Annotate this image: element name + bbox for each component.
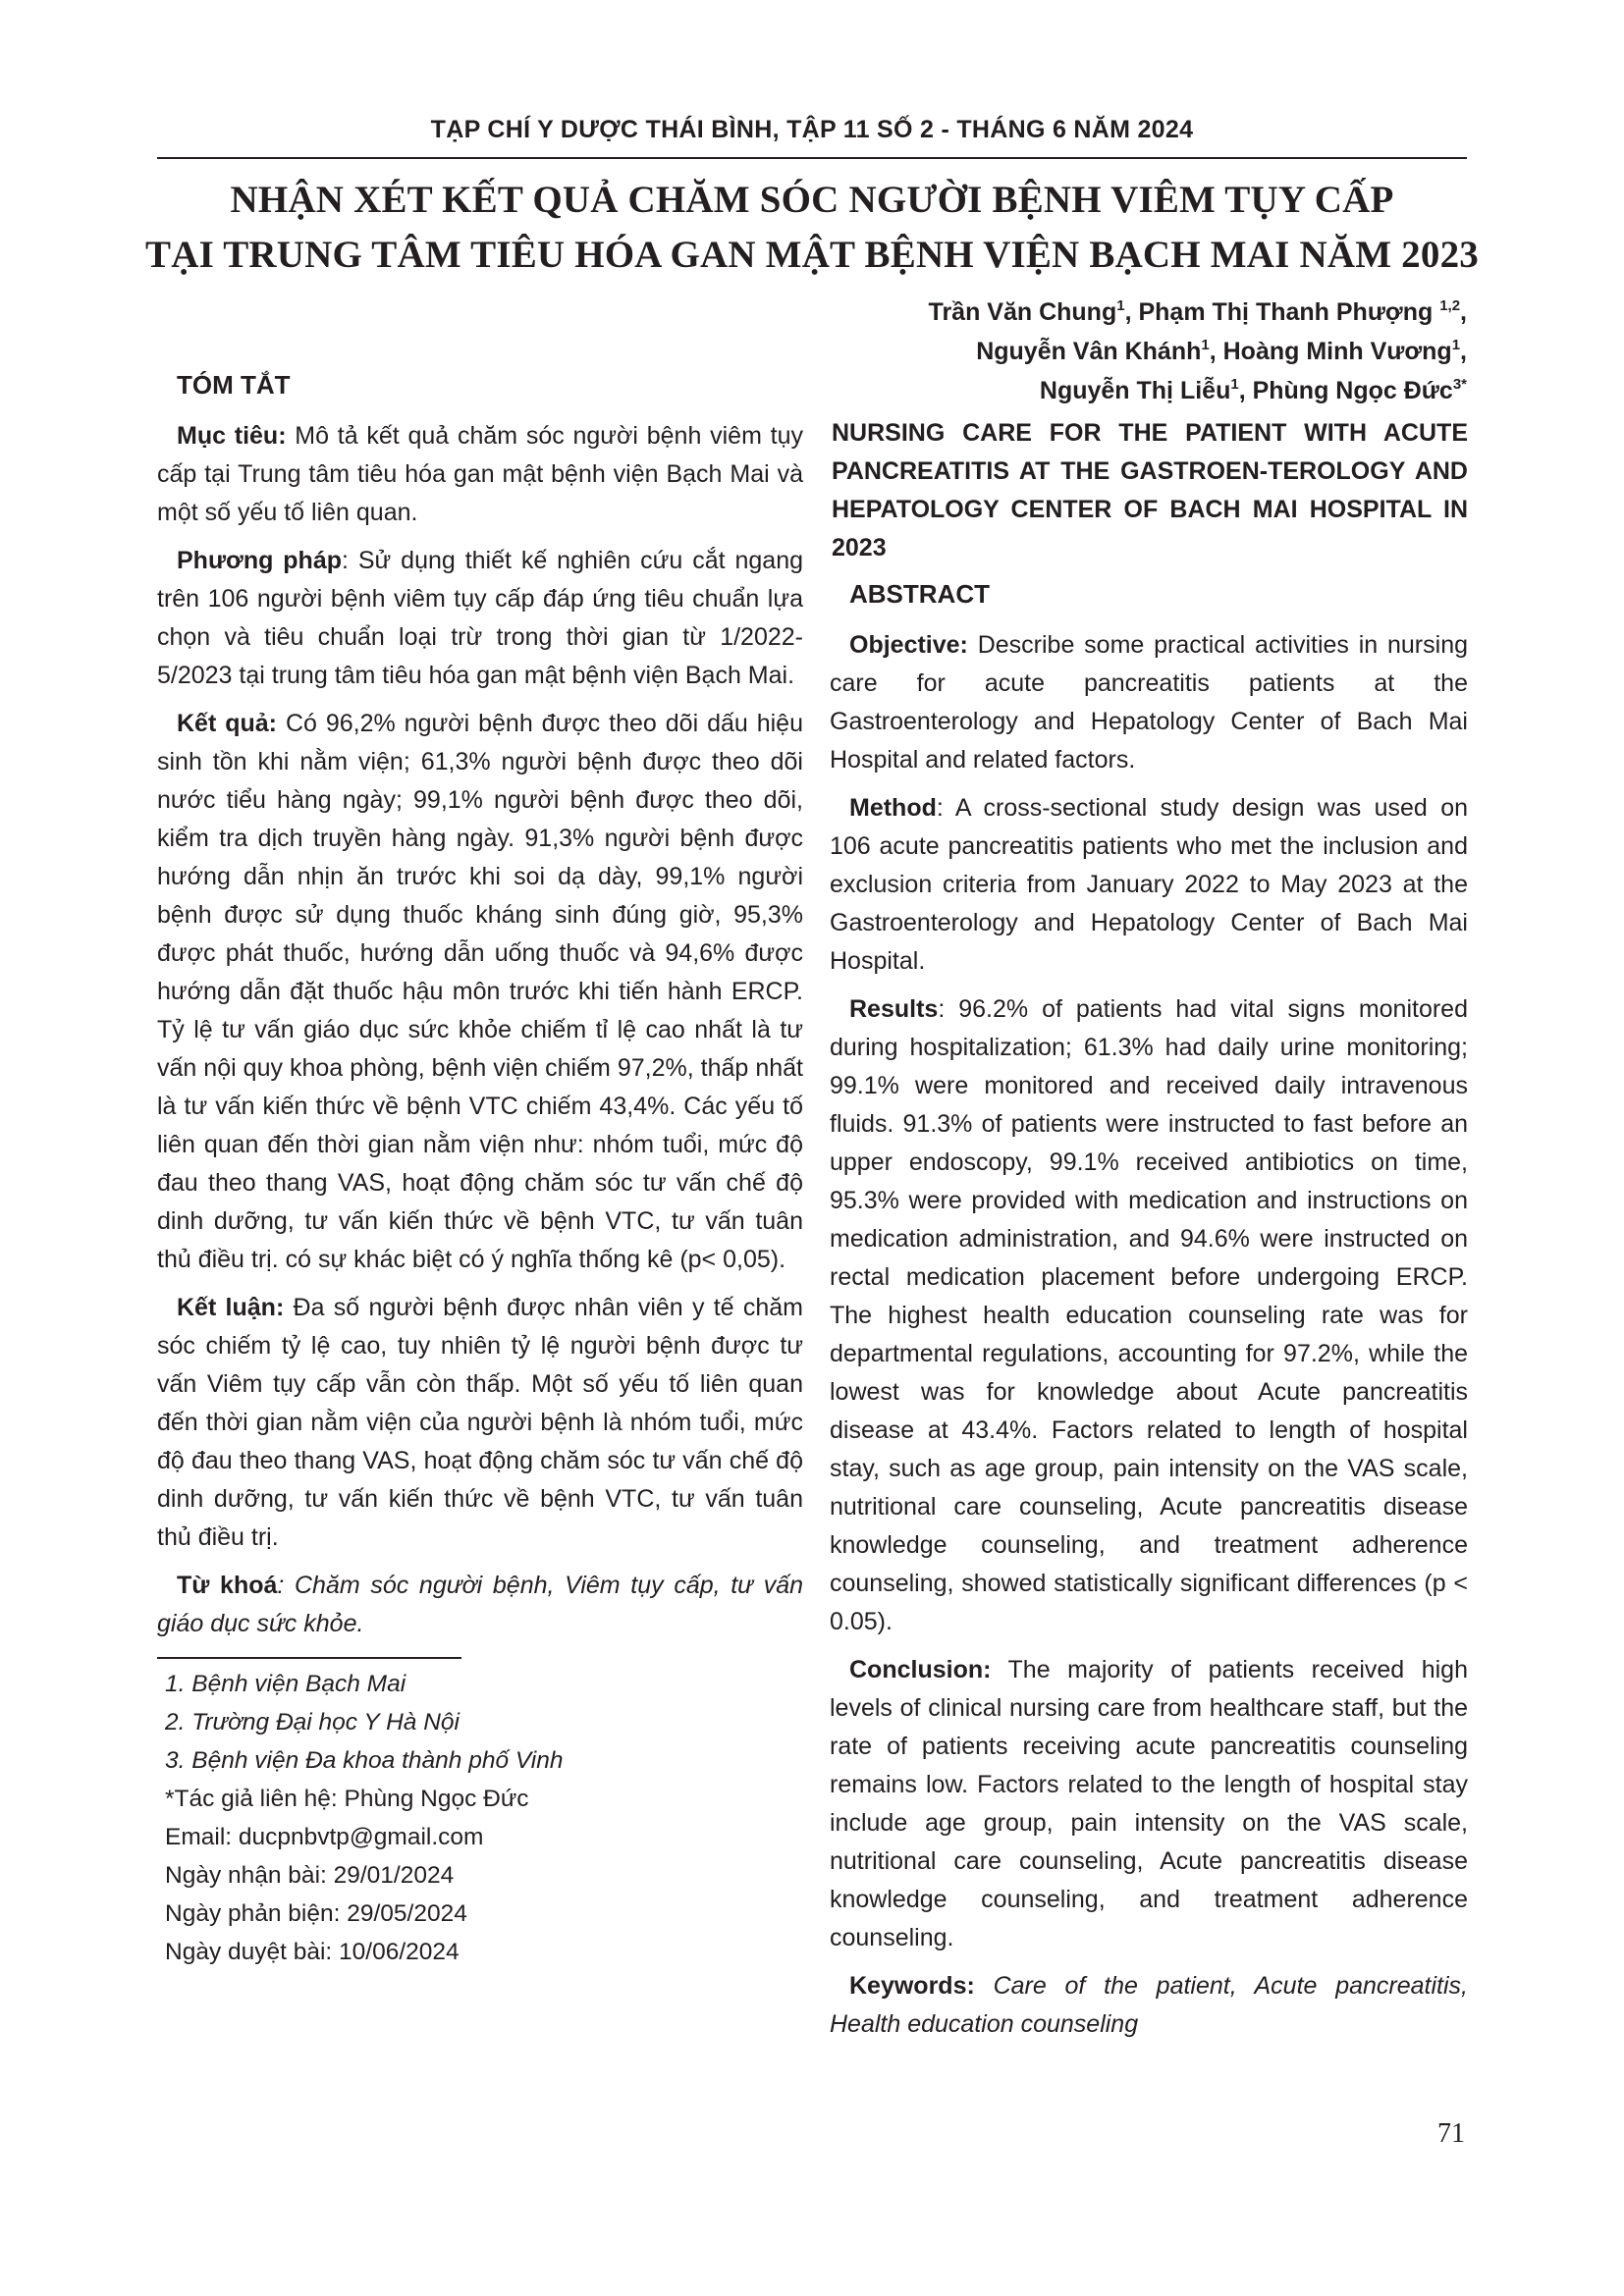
reviewed-date: Ngày phản biện: 29/05/2024 [165,1900,467,1927]
footnote-rule [157,1657,461,1659]
journal-header: TẠP CHÍ Y DƯỢC THÁI BÌNH, TẬP 11 SỐ 2 - THÁNG 6 NĂM 2024 [430,116,1194,143]
affiliation-3: 3. Bệnh viện Đa khoa thành phố Vinh [165,1747,564,1774]
en-objective-paragraph: Objective: Describe some practical activities in nursing care for acute pancreatitis patients at the Gastroenterology and Hepatology Center of Bach Mai Hospital and related factors. [830,631,1468,774]
english-abstract-column [830,414,1468,2054]
en-conclusion-paragraph: Conclusion: The majority of patients received high levels of clinical nursing care from healthcare staff, but the rate of patients receiving acute pancreatitis counseling remains low. Factors related to the length of hospital stay include age group, pain intensity on the VAS scale, nutritional care counseling, Acute pancreatitis disease knowledge counseling, and treatment adherence counseling. [830,1656,1468,1951]
author-affiliation: 1 [1116,297,1125,314]
author-line-1: Trần Văn Chung$^1$, Phạm Thị Thanh Phượng $^{1,2}$, [928,297,1467,326]
author-affiliation: 1 [1230,376,1239,393]
english-title: NURSING CARE FOR THE PATIENT WITH ACUTE PANCREATITIS AT THE GASTROEN-TEROLOGY AND HEPATOLOGY CENTER OF BACH MAI HOSPITAL IN 2023 [832,419,1468,561]
en-results-paragraph: Results: 96.2% of patients had vital signs monitored during hospitalization; 61.3% had daily urine monitoring; 99.1% were monitored and received daily intravenous fluids. 91.3% of patients were instructed to fast before an upper endoscopy, 99.1% received antibiotics on time, 95.3% were provided with medication and instructions on medication administration, and 94.6% were instructed on rectal medication placement before undergoing ERCP. The highest health education counseling rate was for departmental regulations, accounting for 97.2%, while the lowest was for knowledge about Acute pancreatitis disease at 43.4%. Factors related to length of hospital stay, such as age group, pain intensity on the VAS scale, nutritional care counseling, Acute pancreatitis disease knowledge counseling, and treatment adherence counseling, showed statistically significant differences (p < 0.05). [830,995,1468,1635]
author-name: Trần Văn Chung [928,298,1117,326]
en-abstract-heading: ABSTRACT [849,579,990,609]
footnotes [157,1665,803,1971]
vn-keywords-paragraph: Từ khoá: Chăm sóc người bệnh, Viêm tụy cấp, tư vấn giáo dục sức khỏe. [157,1572,803,1637]
article-title [108,173,1516,283]
contact-email[interactable]: Email: ducpnbvtp@gmail.com [165,1824,484,1850]
vn-method-paragraph: Phương pháp: Sử dụng thiết kế nghiên cứu cắt ngang trên 106 người bệnh viêm tụy cấp đáp ứng tiêu chuẩn lựa chọn và tiêu chuẩn loại trừ trong thời gian từ 1/2022-5/2023 tại trung tâm tiêu hóa gan mật bệnh viện Bạch Mai. [157,547,803,689]
author-affiliation: 1 [1201,337,1210,353]
vn-results-paragraph: Kết quả: Có 96,2% người bệnh được theo dõi dấu hiệu sinh tồn khi nằm viện; 61,3% người bệnh được theo dõi nước tiểu hàng ngày; 99,1% người bệnh được theo dõi, kiểm tra dịch truyền hàng ngày. 91,3% người bệnh được hướng dẫn nhịn ăn trước khi soi dạ dày, 99,1% người bệnh được sử dụng thuốc kháng sinh đúng giờ, 95,3% được phát thuốc, hướng dẫn uống thuốc và 94,6% được hướng dẫn đặt thuốc hậu môn trước khi tiến hành ERCP. Tỷ lệ tư vấn giáo dục sức khỏe chiếm tỉ lệ cao nhất là tư vấn nội quy khoa phòng, bệnh viện chiếm 97,2%, thấp nhất là tư vấn kiến thức về bệnh VTC chiếm 43,4%. Các yếu tố liên quan đến thời gian nằm viện như: nhóm tuổi, mức độ đau theo thang VAS, hoạt động chăm sóc tư vấn chế độ dinh dưỡng, tư vấn kiến thức về bệnh VTC, tư vấn tuân thủ điều trị. có sự khác biệt có ý nghĩa thống kê (p< 0,05). [157,710,803,1273]
vietnamese-abstract-column [157,366,803,1971]
author-line-2: Nguyễn Vân Khánh$^1$, Hoàng Minh Vương$^1$, [976,337,1467,365]
title-line-1: NHẬN XÉT KẾT QUẢ CHĂM SÓC NGƯỜI BỆNH VIÊM TỤY CẤP [230,179,1394,221]
author-line-3: Nguyễn Thị Liễu$^1$, Phùng Ngọc Đức$^{3*}$ [1039,376,1467,404]
author-name: Phạm Thị Thanh Phượng [1138,298,1440,326]
page-number: 71 [1437,2118,1465,2149]
vn-objective-paragraph: Mục tiêu: Mô tả kết quả chăm sóc người bệnh viêm tụy cấp tại Trung tâm tiêu hóa gan mật bệnh viện Bạch Mai và một số yếu tố liên quan. [157,422,804,526]
author-name: Nguyễn Thị Liễu [1039,377,1231,404]
author-name: Hoàng Minh Vương [1222,338,1452,365]
affiliation-1: 1. Bệnh viện Bạch Mai [165,1671,406,1697]
corresponding-author: *Tác giả liên hệ: Phùng Ngọc Đức [165,1786,529,1812]
affiliation-2: 2. Trường Đại học Y Hà Nội [165,1709,460,1735]
author-name: Phùng Ngọc Đức [1252,377,1453,404]
header-rule [157,157,1467,159]
en-keywords-paragraph: Keywords: Care of the patient, Acute pancreatitis, Health education counseling [830,1972,1468,2038]
en-method-paragraph: Method: A cross-sectional study design was used on 106 acute pancreatitis patients who met the inclusion and exclusion criteria from January 2022 to May 2023 at the Gastroenterology and Hepatology Center of Bach Mai Hospital. [830,794,1468,975]
vn-abstract-heading: TÓM TẮT [177,370,291,400]
author-affiliation: 1 [1451,337,1461,353]
author-list [760,293,1467,410]
received-date: Ngày nhận bài: 29/01/2024 [165,1862,455,1889]
author-name: Nguyễn Vân Khánh [976,338,1202,365]
title-line-2: TẠI TRUNG TÂM TIÊU HÓA GAN MẬT BỆNH VIỆN BẠCH MAI NĂM 2023 [145,234,1479,276]
accepted-date: Ngày duyệt bài: 10/06/2024 [165,1939,460,1965]
author-affiliation: 3* [1452,376,1467,393]
vn-conclusion-paragraph: Kết luận: Đa số người bệnh được nhân viên y tế chăm sóc chiếm tỷ lệ cao, tuy nhiên tỷ lệ người bệnh được tư vấn Viêm tụy cấp vẫn còn thấp. Một số yếu tố liên quan đến thời gian nằm viện của người bệnh là nhóm tuổi, mức độ đau theo thang VAS, hoạt động chăm sóc tư vấn chế độ dinh dưỡng, tư vấn kiến thức về bệnh VTC, tư vấn tuân thủ điều trị. [157,1294,803,1551]
author-affiliation: 1,2 [1439,297,1461,314]
